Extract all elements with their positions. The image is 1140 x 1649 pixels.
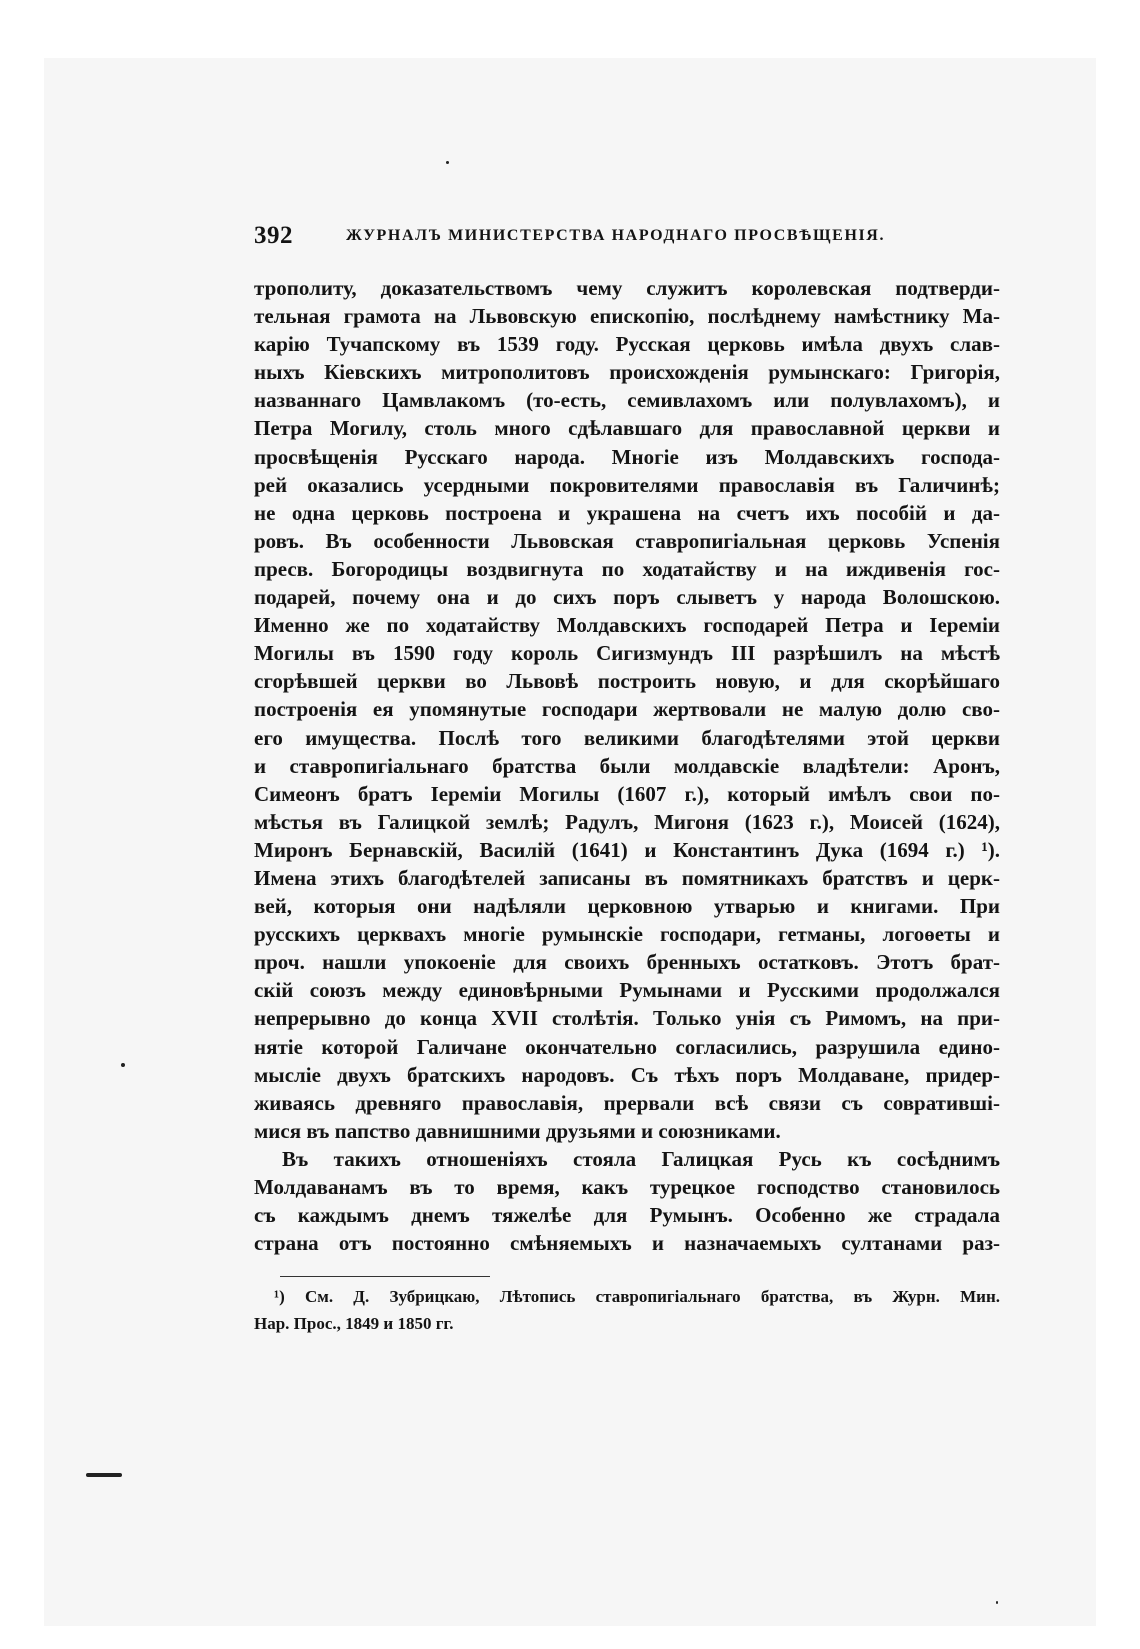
- text-line: проч. нашли упокоеніе для своихъ бренныхъ остатковъ. Этотъ брат-: [254, 950, 1000, 975]
- scan-speck: [121, 1063, 125, 1067]
- text-line: Симеонъ братъ Іереміи Могилы (1607 г.), который имѣлъ свои по-: [254, 781, 1000, 806]
- text-line: и ставропигіальнаго братства были молдавскіе владѣтели: Аронъ,: [254, 753, 1000, 778]
- footnote-line: Нар. Прос., 1849 и 1850 гг.: [254, 1314, 454, 1333]
- text-line: его имущества. Послѣ того великими благодѣтелями этой церкви: [254, 725, 1000, 750]
- footnote-line: ¹) См. Д. Зубрицкаю, Лѣтопись ставропигіальнаго братства, въ Журн. Мин.: [274, 1287, 1000, 1306]
- text-line: Петра Могилу, столь много сдѣлавшаго для православной церкви и: [254, 416, 1000, 441]
- text-line: ровъ. Въ особенности Львовская ставропигіальная церковь Успенія: [254, 528, 1000, 553]
- text-line: рей оказались усердными покровителями православія въ Галичинѣ;: [254, 472, 1000, 497]
- running-title: ЖУРНАЛЪ МИНИСТЕРСТВА НАРОДНАГО ПРОСВѢЩЕНІЯ.: [346, 227, 886, 244]
- text-line: Молдаванамъ въ то время, какъ турецкое господство становилось: [254, 1175, 1000, 1199]
- text-line: названнаго Цамвлакомъ (то-есть, семивлахомъ или полувлахомъ), и: [254, 388, 1000, 413]
- text-line: Имена этихъ благодѣтелей записаны въ помятникахъ братствъ и церк-: [254, 865, 1000, 890]
- text-line: Могилы въ 1590 году король Сигизмундъ III разрѣшилъ на мѣстѣ: [254, 641, 1000, 666]
- text-line: карію Тучапскому въ 1539 году. Русская церковь имѣла двухъ слав-: [254, 332, 1000, 357]
- text-line: Въ такихъ отношеніяхъ стояла Галицкая Русь къ сосѣднимъ: [282, 1146, 1000, 1171]
- text-line: подарей, почему она и до сихъ поръ слыветъ у народа Волошскою.: [254, 585, 1000, 610]
- text-line: съ каждымъ днемъ тяжелѣе для Румынъ. Особенно же страдала: [254, 1203, 1000, 1228]
- text-line: Миронъ Бернавскій, Василій (1641) и Константинъ Дука (1694 г.) ¹).: [254, 837, 1000, 862]
- scan-speck: [996, 1601, 998, 1604]
- scan-dash-mark: [86, 1473, 122, 1477]
- text-line: мѣстья въ Галицкой землѣ; Радулъ, Мигоня (1623 г.), Моисей (1624),: [254, 809, 1000, 834]
- page-header: [254, 222, 894, 256]
- body-text: [254, 274, 1000, 1257]
- text-line: Именно же по ходатайству Молдавскихъ господарей Петра и Іереміи: [254, 613, 1000, 638]
- text-line: нятіе которой Галичане окончательно согласились, разрушила едино-: [254, 1034, 1000, 1059]
- text-line: вей, которыя они надѣляли церковною утварью и книгами. При: [254, 894, 1000, 919]
- scan-speck: [446, 161, 449, 164]
- footnote-divider: [280, 1276, 490, 1277]
- footnote: [254, 1283, 1000, 1337]
- text-line: тельная грамота на Львовскую епископію, послѣднему намѣстнику Ма-: [254, 304, 1000, 329]
- text-line: страна отъ постоянно смѣняемыхъ и назначаемыхъ султанами раз-: [254, 1231, 1000, 1256]
- text-line: сгорѣвшей церкви во Львовѣ построить новую, и для скорѣйшаго: [254, 669, 1000, 694]
- text-line: трополиту, доказательствомъ чему служитъ королевская подтверди-: [254, 276, 1000, 300]
- text-line: построенія ея упомянутые господари жертвовали не малую долю сво-: [254, 697, 1000, 722]
- text-line: непрерывно до конца XVII столѣтія. Только унія съ Римомъ, на при-: [254, 1006, 1000, 1031]
- text-line: не одна церковь построена и украшена на счетъ ихъ пособій и да-: [254, 500, 1000, 525]
- text-line: живаясь древняго православія, прервали всѣ связи съ совратившi-: [254, 1090, 1000, 1115]
- page-number: 392: [254, 222, 293, 249]
- text-line: пресв. Богородицы воздвигнута по ходатайству и на иждивенія гос-: [254, 556, 1000, 581]
- text-line: просвѣщенія Русскаго народа. Многіе изъ Молдавскихъ господа-: [254, 444, 1000, 469]
- text-line: мися въ папство давнишними друзьями и союзниками.: [254, 1118, 781, 1143]
- text-line: мысліе двухъ братскихъ народовъ. Съ тѣхъ поръ Молдаване, придер-: [254, 1062, 1000, 1087]
- text-line: скій союзъ между единовѣрными Румынами и Русскими продолжался: [254, 978, 1000, 1003]
- text-line: русскихъ церквахъ многіе румынскіе господари, гетманы, логоөеты и: [254, 922, 1000, 947]
- text-line: ныхъ Кіевскихъ митрополитовъ происхожденія румынскаго: Григорія,: [254, 360, 1000, 385]
